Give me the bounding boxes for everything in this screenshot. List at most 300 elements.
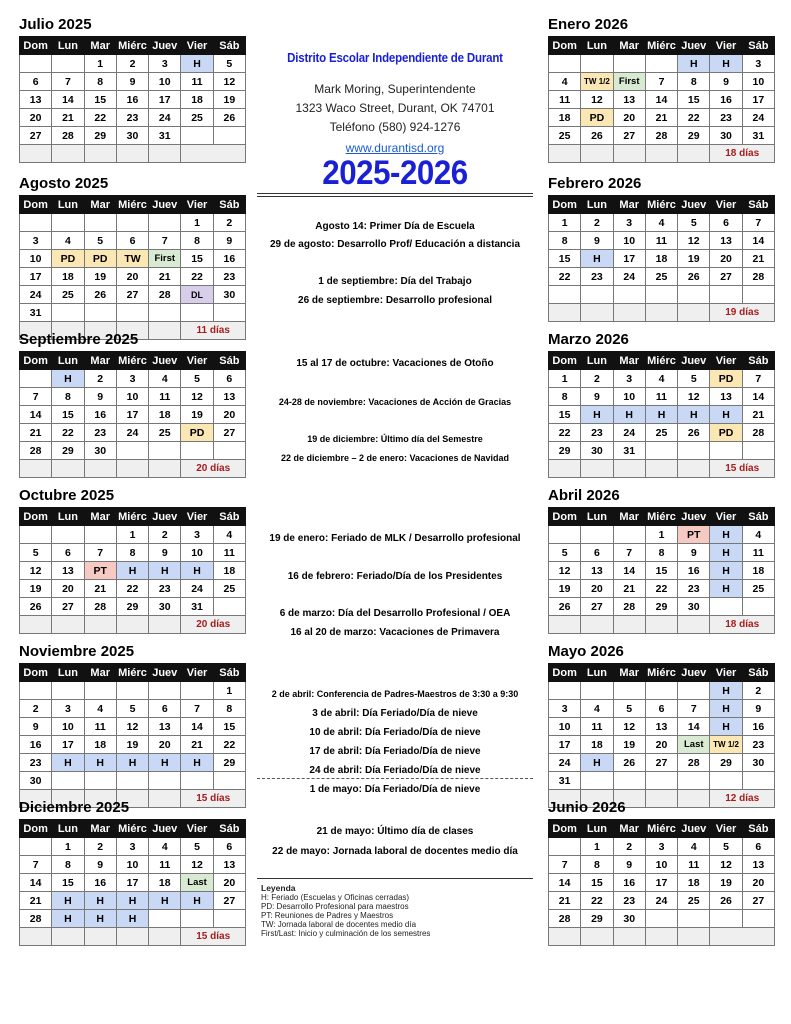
empty-cell [549,304,581,322]
month-february-2026 [548,175,775,322]
day-cell: H [581,250,613,268]
week-row [20,73,246,91]
day-cell: 26 [581,127,613,145]
week-row [549,718,775,736]
days-count-row [20,616,246,634]
day-cell: H [181,892,213,910]
day-cell: 30 [213,286,245,304]
weekday-label: Mar [84,196,116,214]
day-cell: Last [181,874,213,892]
week-row [20,526,246,544]
event-item: 16 de febrero: Feriado/Día de los Presidentes [287,571,503,582]
day-cell [213,910,245,928]
day-cell: 3 [116,370,148,388]
day-cell: 29 [52,442,84,460]
day-cell [213,598,245,616]
day-cell: 17 [116,874,148,892]
day-cell: H [84,910,116,928]
week-row [20,232,246,250]
day-cell: 22 [549,268,581,286]
day-cell: 4 [742,526,774,544]
day-cell: H [181,55,213,73]
day-cell: 6 [52,544,84,562]
day-cell: 7 [20,856,52,874]
day-cell: 16 [84,874,116,892]
day-cell: 18 [678,874,710,892]
day-cell: 29 [581,910,613,928]
weekday-label: Juev [678,664,710,682]
week-row [20,910,246,928]
day-cell: 6 [116,232,148,250]
day-cell: 6 [213,370,245,388]
day-cell [742,598,774,616]
day-cell: 20 [613,109,645,127]
day-cell: 6 [20,73,52,91]
day-cell: 24 [742,109,774,127]
day-cell: 27 [710,268,742,286]
event-item: 19 de enero: Feriado de MLK / Desarrollo profesional [269,533,521,544]
day-cell: 30 [678,598,710,616]
empty-cell [52,928,84,946]
day-cell: 29 [213,754,245,772]
day-cell: 23 [710,109,742,127]
website-link[interactable]: www.durantisd.org [345,141,445,155]
day-cell: 3 [116,838,148,856]
day-cell: 23 [116,109,148,127]
weekday-label: Dom [20,664,52,682]
day-cell: 20 [20,109,52,127]
day-cell: 25 [742,580,774,598]
day-cell: 30 [581,442,613,460]
day-cell: 21 [84,580,116,598]
empty-cell [84,460,116,478]
day-cell: H [710,406,742,424]
day-cell: PD [581,109,613,127]
day-cell: PT [84,562,116,580]
day-cell: 5 [84,232,116,250]
day-cell: 2 [213,214,245,232]
day-cell: 29 [116,598,148,616]
day-cell [742,286,774,304]
day-cell [645,910,677,928]
month-april-2026 [548,487,775,634]
day-cell: 5 [181,838,213,856]
week-row [549,127,775,145]
day-cell: 2 [84,838,116,856]
day-cell: 4 [149,370,181,388]
day-cell: 21 [613,580,645,598]
day-cell: 4 [149,838,181,856]
weekday-label: Lun [52,664,84,682]
day-cell: 16 [710,91,742,109]
week-row [20,838,246,856]
empty-cell [613,616,645,634]
day-cell [116,304,148,322]
empty-cell [149,460,181,478]
weekday-label: Dom [549,196,581,214]
day-cell: 9 [710,73,742,91]
day-cell: 7 [20,388,52,406]
weekday-label: Juev [149,37,181,55]
day-cell: 29 [678,127,710,145]
day-cell: 23 [742,736,774,754]
legend [261,884,430,938]
calendar-grid [19,195,246,340]
day-cell: 3 [549,700,581,718]
day-cell [710,442,742,460]
day-cell: 27 [645,754,677,772]
day-cell: 23 [20,754,52,772]
day-cell: 25 [645,424,677,442]
day-cell: 6 [149,700,181,718]
day-cell: H [710,55,742,73]
week-row [549,424,775,442]
day-cell [549,526,581,544]
day-cell: TW [116,250,148,268]
address: 1323 Waco Street, Durant, OK 74701 [295,101,495,115]
day-cell: 5 [678,370,710,388]
empty-cell [581,616,613,634]
event-item: 26 de septiembre: Desarrollo profesional [298,295,492,306]
day-cell: 4 [645,214,677,232]
month-title: Diciembre 2025 [19,799,130,816]
week-row [20,580,246,598]
day-cell: 4 [213,526,245,544]
day-cell: 1 [549,370,581,388]
day-cell [20,682,52,700]
weekday-label: Miérc [116,37,148,55]
day-cell: 27 [20,127,52,145]
phone: Teléfono (580) 924-1276 [329,120,461,134]
day-cell [645,682,677,700]
day-cell: 23 [678,580,710,598]
day-cell: 7 [84,544,116,562]
day-cell: 19 [20,580,52,598]
day-cell: 15 [84,91,116,109]
day-cell: 3 [20,232,52,250]
event-item: 19 de diciembre: Último día del Semestre [307,434,483,444]
weekday-label: Miérc [645,37,677,55]
day-cell: 7 [678,700,710,718]
day-cell [710,910,742,928]
day-cell: 2 [149,526,181,544]
empty-cell [645,928,677,946]
day-cell: TW 1/2 [710,736,742,754]
day-cell: 12 [678,232,710,250]
week-row [549,406,775,424]
month-title: Mayo 2026 [548,643,624,660]
day-cell: H [116,562,148,580]
week-row [549,109,775,127]
day-cell: 28 [742,268,774,286]
day-cell: 11 [645,388,677,406]
day-cell [116,682,148,700]
day-cell: 8 [645,544,677,562]
weekday-header [549,820,775,838]
day-cell [116,772,148,790]
event-item: 1 de mayo: Día Feriado/Día de nieve [309,784,481,795]
week-row [20,268,246,286]
day-cell: 18 [213,562,245,580]
day-cell: 1 [181,214,213,232]
day-cell [678,772,710,790]
day-cell: 12 [213,73,245,91]
day-cell [213,304,245,322]
day-cell: 26 [213,109,245,127]
week-row [20,874,246,892]
day-cell: 8 [213,700,245,718]
month-title: Marzo 2026 [548,331,629,348]
day-cell: 17 [20,268,52,286]
days-count-row [549,928,775,946]
empty-cell [581,304,613,322]
day-cell: 18 [181,91,213,109]
day-cell: 3 [742,55,774,73]
day-cell: 21 [149,268,181,286]
empty-cell [613,928,645,946]
week-row [20,91,246,109]
day-cell: 1 [581,838,613,856]
calendar-grid [19,663,246,808]
month-title: Julio 2025 [19,16,92,33]
month-july-2025 [19,16,246,163]
day-cell: H [52,754,84,772]
event-item: 21 de mayo: Último día de clases [316,826,474,837]
empty-cell [149,616,181,634]
day-cell: 22 [52,424,84,442]
day-cell [20,214,52,232]
school-days-count: 12 días [710,790,775,808]
day-cell [213,127,245,145]
weekday-label: Miérc [116,196,148,214]
week-row [549,598,775,616]
day-cell: 5 [678,214,710,232]
day-cell: 3 [52,700,84,718]
empty-cell [678,145,710,163]
day-cell [149,682,181,700]
day-cell: 6 [710,214,742,232]
weekday-label: Mar [613,37,645,55]
days-count-row [549,145,775,163]
days-count-row [549,616,775,634]
day-cell: 3 [613,214,645,232]
day-cell [581,682,613,700]
day-cell: 13 [581,562,613,580]
day-cell: 19 [181,406,213,424]
day-cell [581,286,613,304]
week-row [20,127,246,145]
week-row [20,442,246,460]
day-cell: First [613,73,645,91]
day-cell: 13 [645,718,677,736]
week-row [20,544,246,562]
weekday-label: Lun [52,508,84,526]
week-row [549,544,775,562]
empty-cell [581,460,613,478]
weekday-label: Lun [52,352,84,370]
weekday-header [20,196,246,214]
day-cell: First [149,250,181,268]
day-cell: 24 [613,268,645,286]
day-cell: 9 [84,856,116,874]
day-cell: 12 [581,91,613,109]
empty-cell [645,145,677,163]
weekday-label: Sáb [742,820,774,838]
week-row [549,286,775,304]
school-days-count: 20 días [181,616,246,634]
event-item: Agosto 14: Primer Día de Escuela [315,221,475,232]
day-cell: 21 [742,406,774,424]
week-row [20,214,246,232]
empty-cell [613,304,645,322]
day-cell: 9 [213,232,245,250]
weekday-label: Sáb [742,37,774,55]
day-cell: 31 [742,127,774,145]
day-cell: 1 [52,838,84,856]
day-cell: H [678,406,710,424]
day-cell: 2 [742,682,774,700]
day-cell: 2 [116,55,148,73]
day-cell: 29 [710,754,742,772]
school-days-count: 15 días [181,790,246,808]
day-cell [20,526,52,544]
day-cell [20,838,52,856]
day-cell: PT [678,526,710,544]
day-cell [645,442,677,460]
day-cell: 28 [52,127,84,145]
day-cell: 10 [181,544,213,562]
day-cell: 10 [116,388,148,406]
day-cell: 14 [549,874,581,892]
day-cell [149,772,181,790]
day-cell: 7 [181,700,213,718]
day-cell: 10 [20,250,52,268]
day-cell: 4 [678,838,710,856]
day-cell: 15 [678,91,710,109]
day-cell: 2 [581,370,613,388]
day-cell: 18 [52,268,84,286]
day-cell: 8 [84,73,116,91]
day-cell: 12 [710,856,742,874]
weekday-label: Lun [52,820,84,838]
day-cell: 4 [84,700,116,718]
school-days-count: 20 días [181,460,246,478]
day-cell: 21 [20,424,52,442]
day-cell: 7 [645,73,677,91]
day-cell [149,214,181,232]
empty-cell [84,145,116,163]
day-cell: 18 [149,874,181,892]
weekday-label: Vier [181,352,213,370]
day-cell [181,772,213,790]
day-cell [52,772,84,790]
empty-cell [645,460,677,478]
weekday-label: Juev [149,508,181,526]
day-cell: 25 [213,580,245,598]
day-cell: 12 [20,562,52,580]
day-cell: 8 [116,544,148,562]
day-cell: 13 [213,388,245,406]
weekday-label: Lun [52,196,84,214]
weekday-label: Mar [613,820,645,838]
day-cell: 9 [116,73,148,91]
week-row [20,718,246,736]
legend-item: H: Feriado (Escuelas y Oficinas cerradas) [261,893,410,902]
weekday-label: Juev [149,820,181,838]
month-november-2025 [19,643,246,808]
school-year-title: 2025-2026 [322,154,468,192]
week-row [549,250,775,268]
day-cell: 30 [20,772,52,790]
day-cell: 17 [613,250,645,268]
day-cell: H [52,370,84,388]
week-row [20,286,246,304]
day-cell: 11 [678,856,710,874]
days-count-row [549,304,775,322]
weekday-label: Mar [84,37,116,55]
day-cell [613,682,645,700]
event-item: 24-28 de noviembre: Vacaciones de Acción de Gracias [278,397,512,407]
event-item: 24 de abril: Día Feriado/Día de nieve [309,765,481,776]
day-cell: 14 [20,874,52,892]
day-cell: 30 [613,910,645,928]
day-cell: 10 [52,718,84,736]
day-cell: 13 [149,718,181,736]
day-cell: H [149,892,181,910]
month-june-2026 [548,799,775,946]
day-cell: 6 [645,700,677,718]
day-cell: 26 [613,754,645,772]
weekday-label: Mar [613,508,645,526]
day-cell: 21 [52,109,84,127]
calendar-grid [548,195,775,322]
events-divider [257,778,533,779]
day-cell: 28 [645,127,677,145]
day-cell: H [181,562,213,580]
day-cell: 19 [710,874,742,892]
day-cell: 15 [549,406,581,424]
day-cell: 5 [613,700,645,718]
weekday-label: Dom [549,352,581,370]
day-cell [613,526,645,544]
day-cell [742,772,774,790]
month-may-2026 [548,643,775,808]
day-cell: 20 [213,406,245,424]
day-cell [181,304,213,322]
day-cell [710,286,742,304]
day-cell: 12 [116,718,148,736]
weekday-label: Vier [181,37,213,55]
day-cell: H [613,406,645,424]
week-row [20,109,246,127]
week-row [20,406,246,424]
day-cell: 18 [645,250,677,268]
weekday-label: Dom [20,820,52,838]
day-cell: 21 [742,250,774,268]
day-cell: 16 [20,736,52,754]
day-cell [20,370,52,388]
day-cell: 20 [52,580,84,598]
legend-item: TW: Jornada laboral de docentes medio día [261,920,417,929]
day-cell [149,304,181,322]
day-cell: 15 [52,406,84,424]
day-cell: 31 [20,304,52,322]
empty-cell [20,616,52,634]
day-cell: 11 [645,232,677,250]
day-cell: 8 [52,388,84,406]
day-cell: 12 [678,388,710,406]
weekday-label: Juev [149,196,181,214]
